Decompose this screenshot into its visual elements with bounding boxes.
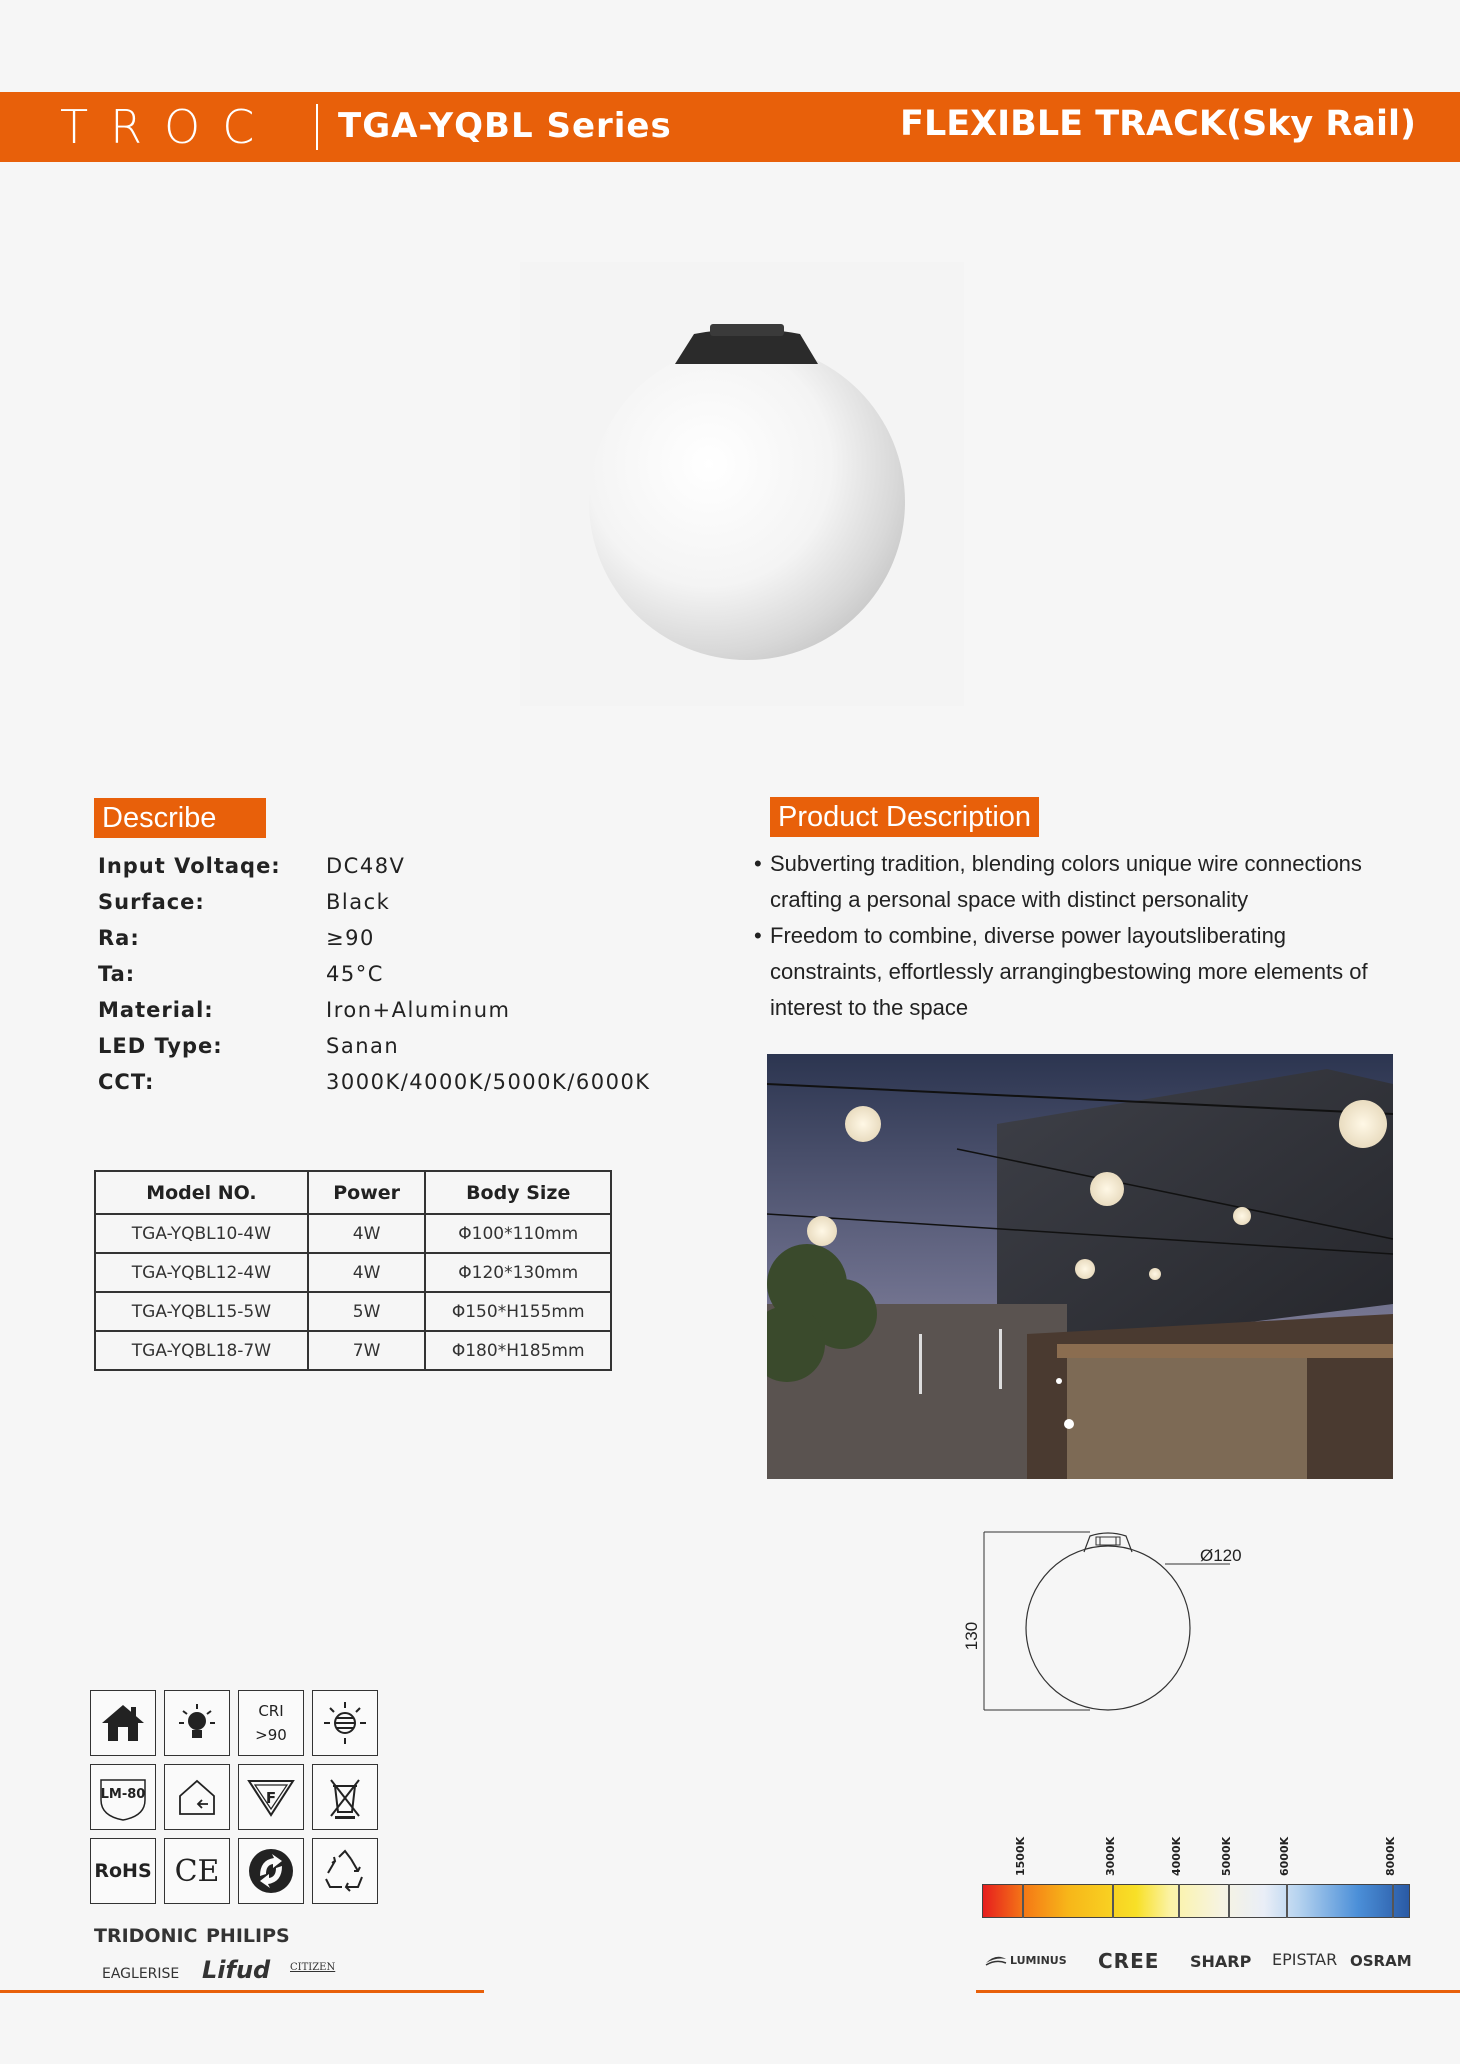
cree-logo: CREE [1098, 1949, 1160, 1973]
product-description-tag: Product Description [770, 797, 1039, 837]
header-bar [0, 92, 1460, 162]
description-list [754, 846, 1394, 1026]
table-row [95, 1292, 611, 1331]
spec-row [98, 848, 698, 884]
brand-logo: TROC [60, 100, 277, 154]
table-cell: 7W [308, 1331, 426, 1370]
spec-row [98, 920, 698, 956]
footer-line-right [976, 1990, 1460, 1993]
spec-row [98, 1028, 698, 1064]
cct-tick [1022, 1884, 1024, 1918]
dimmable-icon [312, 1690, 378, 1756]
chip-brand-logos [982, 1948, 1412, 1978]
cri-value: >90 [255, 1726, 287, 1744]
footer-line-left [0, 1990, 484, 1993]
cct-label: 3000K [1104, 1836, 1117, 1876]
spec-row [98, 1064, 698, 1100]
spec-value: Iron+Aluminum [326, 998, 511, 1022]
svg-text:F: F [265, 1789, 277, 1807]
luminus-mark-icon [984, 1953, 1008, 1969]
table-row [95, 1253, 611, 1292]
spec-label: LED Type: [98, 1034, 223, 1058]
table-row [95, 1331, 611, 1370]
table-cell: TGA-YQBL15-5W [95, 1292, 308, 1331]
spec-label: Ra: [98, 926, 140, 950]
description-item [754, 846, 1394, 918]
table-cell: TGA-YQBL10-4W [95, 1214, 308, 1253]
indoor-icon [164, 1764, 230, 1830]
bullet: • [754, 923, 762, 948]
height-label: 130 [962, 1621, 981, 1651]
cri-label: CRI [258, 1702, 284, 1720]
rohs-label: RoHS [94, 1860, 152, 1882]
weee-icon [312, 1764, 378, 1830]
house-icon [90, 1690, 156, 1756]
spec-row [98, 956, 698, 992]
spec-value: 45°C [326, 962, 384, 986]
spec-value: Black [326, 890, 391, 914]
description-text: Subverting tradition, blending colors unique wire connections crafting a personal space with distinct personality [770, 851, 1362, 912]
eaglerise-logo: EAGLERISE [102, 1966, 180, 1982]
table-cell: 4W [308, 1253, 426, 1292]
cct-tick [1112, 1884, 1114, 1918]
philips-logo: PHILIPS [206, 1925, 290, 1947]
table-cell: TGA-YQBL12-4W [95, 1253, 308, 1292]
header-divider [316, 104, 318, 150]
spec-value: Sanan [326, 1034, 400, 1058]
spec-row [98, 884, 698, 920]
cct-tick [1286, 1884, 1288, 1918]
f-mark-icon [238, 1764, 304, 1830]
cct-label: 4000K [1170, 1836, 1183, 1876]
description-item [754, 918, 1394, 1026]
bulb-icon [164, 1690, 230, 1756]
epistar-logo: EPISTAR [1272, 1950, 1338, 1969]
spec-label: Surface: [98, 890, 205, 914]
lm80-label: LM-80 [100, 1787, 146, 1802]
green-dot-icon [238, 1838, 304, 1904]
cct-label: 8000K [1384, 1836, 1397, 1876]
table-cell: Φ150*H155mm [425, 1292, 611, 1331]
cct-label: 5000K [1220, 1836, 1233, 1876]
spec-label: Material: [98, 998, 214, 1022]
diameter-label: Ø120 [1200, 1546, 1242, 1565]
spec-row [98, 992, 698, 1028]
cri-icon [238, 1690, 304, 1756]
spec-value: 3000K/4000K/5000K/6000K [326, 1070, 651, 1094]
osram-logo: OSRAM [1350, 1952, 1412, 1970]
spec-label: Ta: [98, 962, 136, 986]
series-title: TGA-YQBL Series [338, 106, 672, 146]
table-cell: 5W [308, 1292, 426, 1331]
sharp-logo: SHARP [1190, 1952, 1252, 1971]
column-header: Power [308, 1171, 426, 1214]
cct-label: 6000K [1278, 1836, 1291, 1876]
description-text: Freedom to combine, diverse power layoutsliberating constraints, effortlessly arrangingbestowing more elements of interest to the space [770, 923, 1368, 1020]
product-photo [520, 262, 964, 706]
spec-value: ≥90 [326, 926, 375, 950]
rohs-icon [90, 1838, 156, 1904]
application-scene-photo [767, 1054, 1393, 1479]
describe-tag: Describe [94, 798, 266, 838]
category-title: FLEXIBLE TRACK(Sky Rail) [900, 104, 1416, 144]
table-header-row [95, 1171, 611, 1214]
table-cell: TGA-YQBL18-7W [95, 1331, 308, 1370]
cct-color-bar [982, 1884, 1410, 1918]
citizen-logo: CITIZEN [290, 1962, 336, 1973]
spec-label: Input Voltaqe: [98, 854, 281, 878]
cct-tick [1178, 1884, 1180, 1918]
table-cell: 4W [308, 1214, 426, 1253]
lifud-logo: Lifud [202, 1956, 271, 1984]
column-header: Model NO. [95, 1171, 308, 1214]
lm80-icon [90, 1764, 156, 1830]
table-cell: Φ180*H185mm [425, 1331, 611, 1370]
dimension-drawing [960, 1524, 1290, 1724]
recycle-icon [312, 1838, 378, 1904]
luminus-logo: LUMINUS [1010, 1954, 1067, 1967]
cct-label: 1500K [1014, 1836, 1027, 1876]
bullet: • [754, 851, 762, 876]
ce-icon [164, 1838, 230, 1904]
spec-value: DC48V [326, 854, 406, 878]
table-cell: Φ120*130mm [425, 1253, 611, 1292]
cct-tick [1392, 1884, 1394, 1918]
ce-label: CE [174, 1853, 220, 1889]
table-cell: Φ100*110mm [425, 1214, 611, 1253]
spec-label: CCT: [98, 1070, 155, 1094]
tridonic-logo: TRIDONIC [94, 1925, 198, 1947]
column-header: Body Size [425, 1171, 611, 1214]
spec-list [98, 848, 698, 1100]
cct-tick [1228, 1884, 1230, 1918]
table-row [95, 1214, 611, 1253]
model-table [94, 1170, 612, 1371]
